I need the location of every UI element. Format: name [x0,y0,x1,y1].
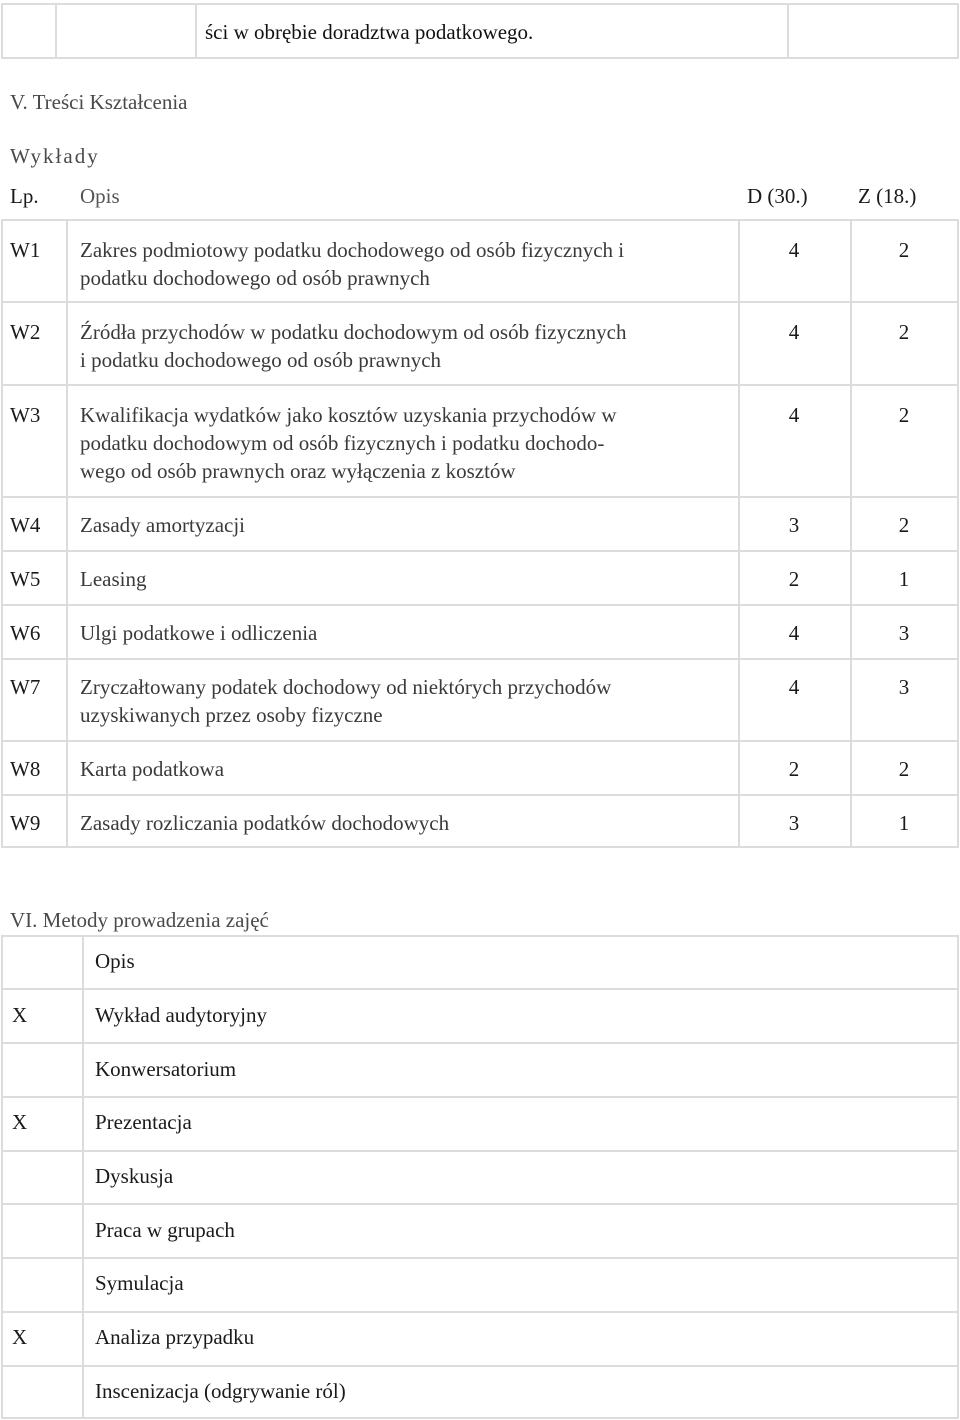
row-lp: W9 [10,811,41,835]
row-lp: W3 [10,403,41,427]
content-table-row-line [1,496,959,498]
methods-table-row-line [1,1096,959,1098]
methods-header-opis: Opis [95,949,135,973]
row-lp: W1 [10,238,41,262]
row-description-line: Leasing [80,567,147,591]
row-description-line: Źródła przychodów w podatku dochodowym od osób fizycznych [80,320,627,344]
methods-table-row-line [1,988,959,990]
row-description-line: podatku dochodowym od osób fizycznych i podatku dochodo- [80,431,605,455]
methods-table-row-line [1,1042,959,1044]
row-description-line: Zasady amortyzacji [80,513,246,537]
content-table-row-line [1,740,959,742]
top-table-divider [787,3,789,59]
row-hours-d: 4 [788,675,800,699]
row-hours-d: 4 [788,403,800,427]
row-hours-z: 2 [898,238,910,262]
row-hours-z: 2 [898,320,910,344]
row-description-line: Zakres podmiotowy podatku dochodowego od osób fizycznych i [80,238,625,262]
row-lp: W2 [10,320,41,344]
row-hours-d: 2 [788,757,800,781]
row-hours-d: 3 [788,811,800,835]
methods-table-row-line [1,1311,959,1313]
row-hours-d: 4 [788,320,800,344]
methods-table-row-line [1,1257,959,1259]
row-hours-d: 3 [788,513,800,537]
row-description-line: Zasady rozliczania podatków dochodowych [80,811,450,835]
row-description-line: podatku dochodowego od osób prawnych [80,266,430,290]
content-table-row-line [1,658,959,660]
methods-table-row-line [1,1150,959,1152]
row-description-line: Zryczałtowany podatek dochodowy od niektórych przychodów [80,675,612,699]
methods-table-row-line [1,1203,959,1205]
row-lp: W8 [10,757,41,781]
methods-table-row-line [1,1365,959,1367]
method-label: Dyskusja [95,1164,174,1188]
row-description-line: wego od osób prawnych oraz wyłączenia z kosztów [80,459,516,483]
row-hours-z: 2 [898,513,910,537]
section-v-title: V. Treści Kształcenia [10,90,188,114]
column-header-opis: Opis [80,184,120,208]
row-hours-d: 2 [788,567,800,591]
content-table-divider [850,219,852,848]
row-lp: W6 [10,621,41,645]
row-hours-z: 1 [898,567,910,591]
row-description-line: Kwalifikacja wydatków jako kosztów uzyskania przychodów w [80,403,617,427]
method-mark: X [12,1325,28,1349]
row-hours-z: 3 [898,675,910,699]
section-v-subtitle: Wykłady [10,144,100,168]
row-hours-z: 2 [898,403,910,427]
row-description-line: Ulgi podatkowe i odliczenia [80,621,318,645]
content-table-row-line [1,550,959,552]
content-table-row-line [1,301,959,303]
top-table-divider [55,3,57,59]
row-hours-z: 2 [898,757,910,781]
column-header-lp: Lp. [10,184,39,208]
row-description-line: Karta podatkowa [80,757,225,781]
method-label: Symulacja [95,1271,184,1295]
row-hours-z: 3 [898,621,910,645]
row-lp: W7 [10,675,41,699]
top-table-text: ści w obrębie doradztwa podatkowego. [205,20,534,44]
methods-table-divider [82,935,84,1419]
content-table-divider [66,219,68,848]
content-table-row-line [1,384,959,386]
content-table-row-line [1,794,959,796]
row-hours-d: 4 [788,621,800,645]
row-description-line: i podatku dochodowego od osób prawnych [80,348,442,372]
row-lp: W4 [10,513,41,537]
row-lp: W5 [10,567,41,591]
method-label: Wykład audytoryjny [95,1003,267,1027]
column-header-d: D (30.) [747,184,808,208]
row-hours-z: 1 [898,811,910,835]
content-table-row-line [1,604,959,606]
method-label: Analiza przypadku [95,1325,255,1349]
method-label: Prezentacja [95,1110,192,1134]
top-table-divider [195,3,197,59]
method-mark: X [12,1003,28,1027]
row-description-line: uzyskiwanych przez osoby fizyczne [80,703,383,727]
column-header-z: Z (18.) [858,184,917,208]
method-label: Inscenizacja (odgrywanie ról) [95,1379,346,1403]
method-label: Konwersatorium [95,1057,237,1081]
content-table-divider [738,219,740,848]
row-hours-d: 4 [788,238,800,262]
method-label: Praca w grupach [95,1218,235,1242]
method-mark: X [12,1110,28,1134]
section-vi-title: VI. Metody prowadzenia zajęć [10,908,269,932]
